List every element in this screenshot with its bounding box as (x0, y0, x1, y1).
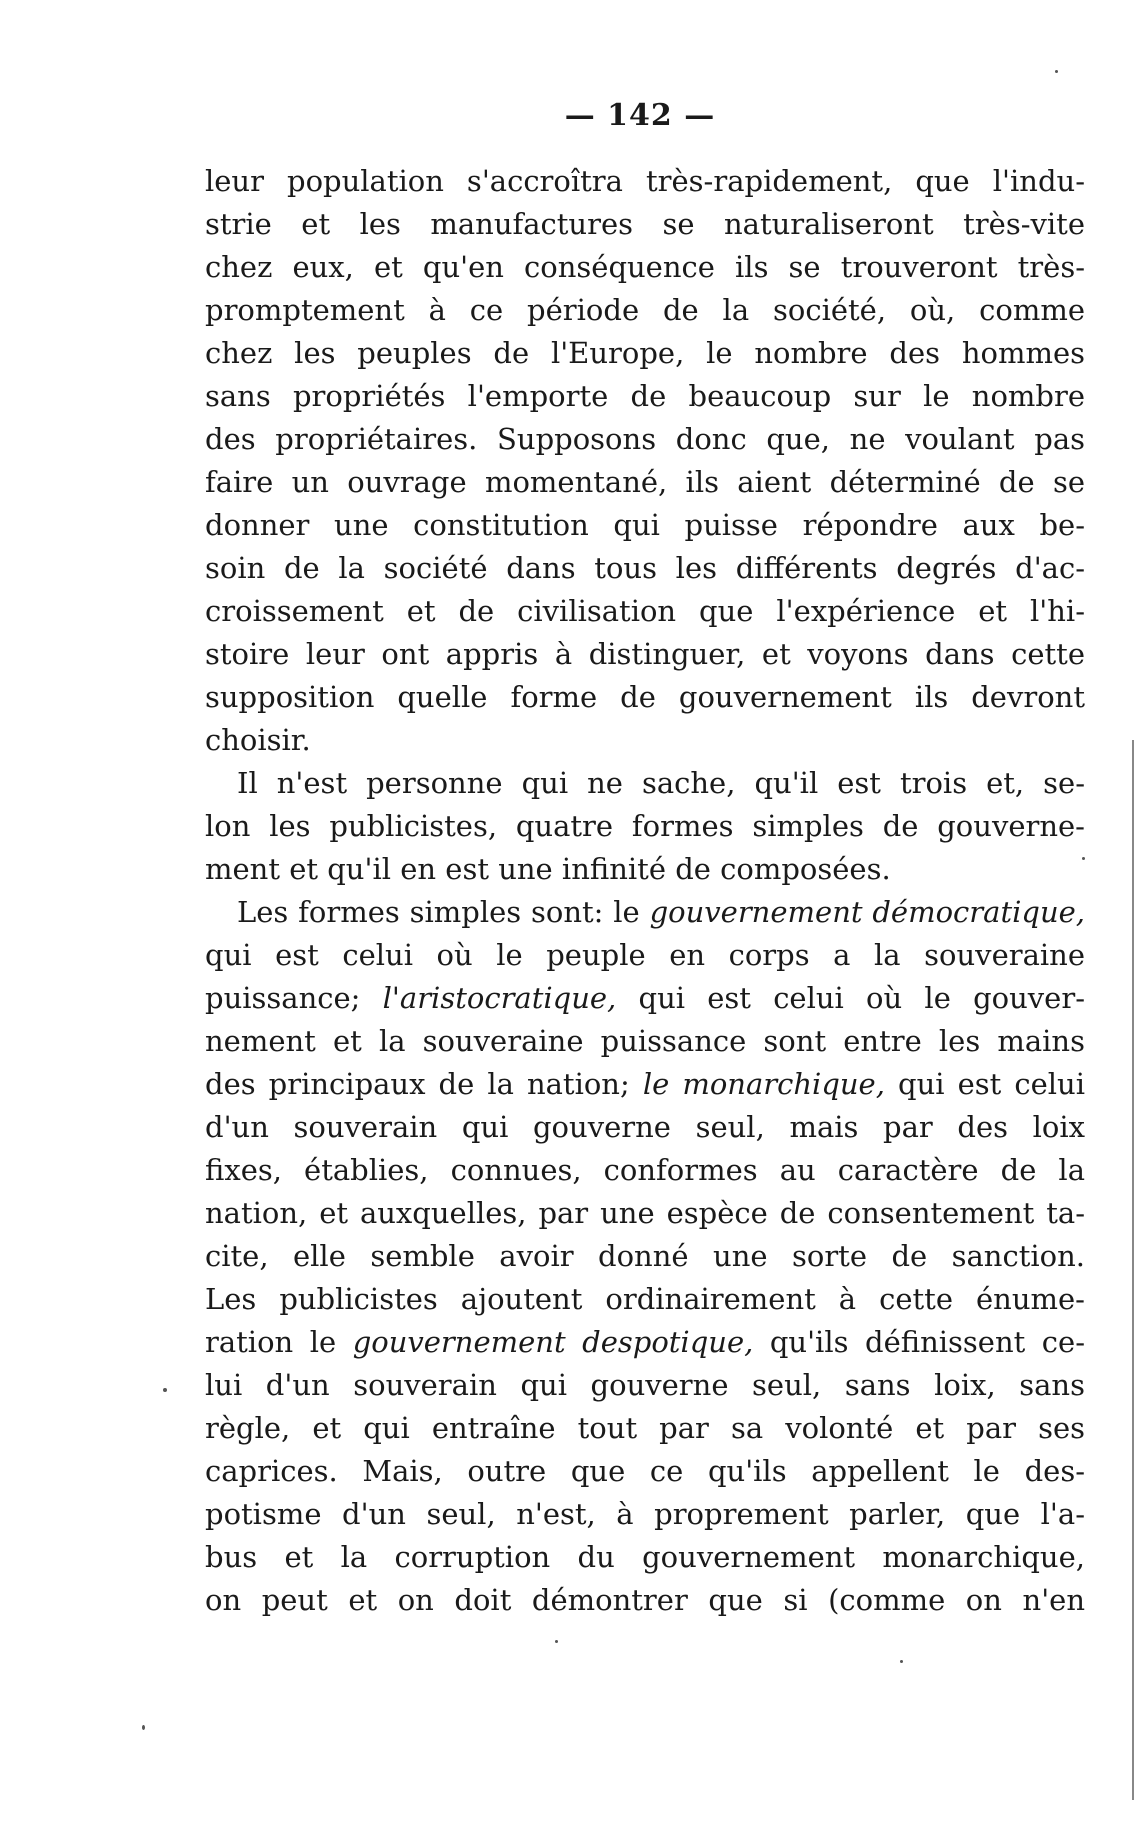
line-text: des principaux de la nation; (205, 1067, 643, 1101)
text-line: soin de la société dans tous les différents degrés d'ac- (205, 551, 1085, 585)
text-line: nement et la souveraine puissance sont entre les mains (205, 1024, 1085, 1058)
text-line: Les publicistes ajoutent ordinairement à cette énume- (205, 1282, 1085, 1316)
italic-term: le monarchique, (642, 1067, 885, 1101)
text-line: donner une constitution qui puisse répondre aux be- (205, 508, 1085, 542)
paragraph-start-line (205, 891, 1085, 934)
body-text (205, 160, 1085, 1622)
text-line: fixes, établies, connues, conformes au caractère de la (205, 1153, 1085, 1187)
paragraph-start-line: Il n'est personne qui ne sache, qu'il est trois et, se- (237, 766, 1085, 800)
text-line: des propriétaires. Supposons donc que, ne voulant pas (205, 422, 1085, 456)
line-text: Les formes simples sont: le (237, 895, 650, 929)
text-line: d'un souverain qui gouverne seul, mais par des loix (205, 1110, 1085, 1144)
line-text: qu'ils définissent ce- (753, 1325, 1085, 1359)
text-line: faire un ouvrage momentané, ils aient déterminé de se (205, 465, 1085, 499)
text-line (205, 1321, 1085, 1364)
text-line: choisir. (205, 723, 311, 757)
text-line (205, 977, 1085, 1020)
text-line: règle, et qui entraîne tout par sa volonté et par ses (205, 1411, 1085, 1445)
scan-speck (555, 1640, 558, 1643)
text-line: supposition quelle forme de gouvernement ils devront (205, 680, 1085, 714)
line-text: qui est celui (884, 1067, 1086, 1101)
text-line: nation, et auxquelles, par une espèce de consentement ta- (205, 1196, 1085, 1230)
italic-term: gouvernement démocratique, (649, 895, 1085, 929)
scan-speck (142, 1725, 145, 1730)
text-line: promptement à ce période de la société, où, comme (205, 293, 1085, 327)
text-line: croissement et de civilisation que l'expérience et l'hi- (205, 594, 1085, 628)
page-number: — 142 — (564, 98, 716, 133)
text-line: chez eux, et qu'en conséquence ils se trouveront très- (205, 250, 1085, 284)
text-line: caprices. Mais, outre que ce qu'ils appellent le des- (205, 1454, 1085, 1488)
scan-speck (900, 1660, 903, 1663)
italic-term: gouvernement despotique, (352, 1325, 754, 1359)
text-line (205, 1063, 1085, 1106)
text-line: chez les peuples de l'Europe, le nombre des hommes (205, 336, 1085, 370)
text-line: qui est celui où le peuple en corps a la souveraine (205, 938, 1085, 972)
line-text: qui est celui où le gouver- (616, 981, 1085, 1015)
text-line: lui d'un souverain qui gouverne seul, sans loix, sans (205, 1368, 1085, 1402)
text-line: bus et la corruption du gouvernement monarchique, (205, 1540, 1085, 1574)
text-line: lon les publicistes, quatre formes simples de gouverne- (205, 809, 1085, 843)
text-line: sans propriétés l'emporte de beaucoup sur le nombre (205, 379, 1085, 413)
scan-speck (1082, 857, 1085, 860)
text-line: leur population s'accroîtra très-rapidement, que l'indu- (205, 164, 1085, 198)
scan-edge-line (1132, 740, 1134, 1800)
line-text: puissance; (205, 981, 383, 1015)
text-line: strie et les manufactures se naturaliseront très-vite (205, 207, 1085, 241)
italic-term: l'aristocratique, (382, 981, 617, 1015)
text-line: on peut et on doit démontrer que si (comme on n'en (205, 1583, 1085, 1617)
text-line: ment et qu'il en est une infinité de composées. (205, 852, 891, 886)
text-line: stoire leur ont appris à distinguer, et voyons dans cette (205, 637, 1085, 671)
scan-speck (163, 1388, 167, 1392)
scan-speck (1055, 70, 1058, 73)
text-line: potisme d'un seul, n'est, à proprement parler, que l'a- (205, 1497, 1085, 1531)
line-text: ration le (205, 1325, 353, 1359)
text-line: cite, elle semble avoir donné une sorte de sanction. (205, 1239, 1085, 1273)
